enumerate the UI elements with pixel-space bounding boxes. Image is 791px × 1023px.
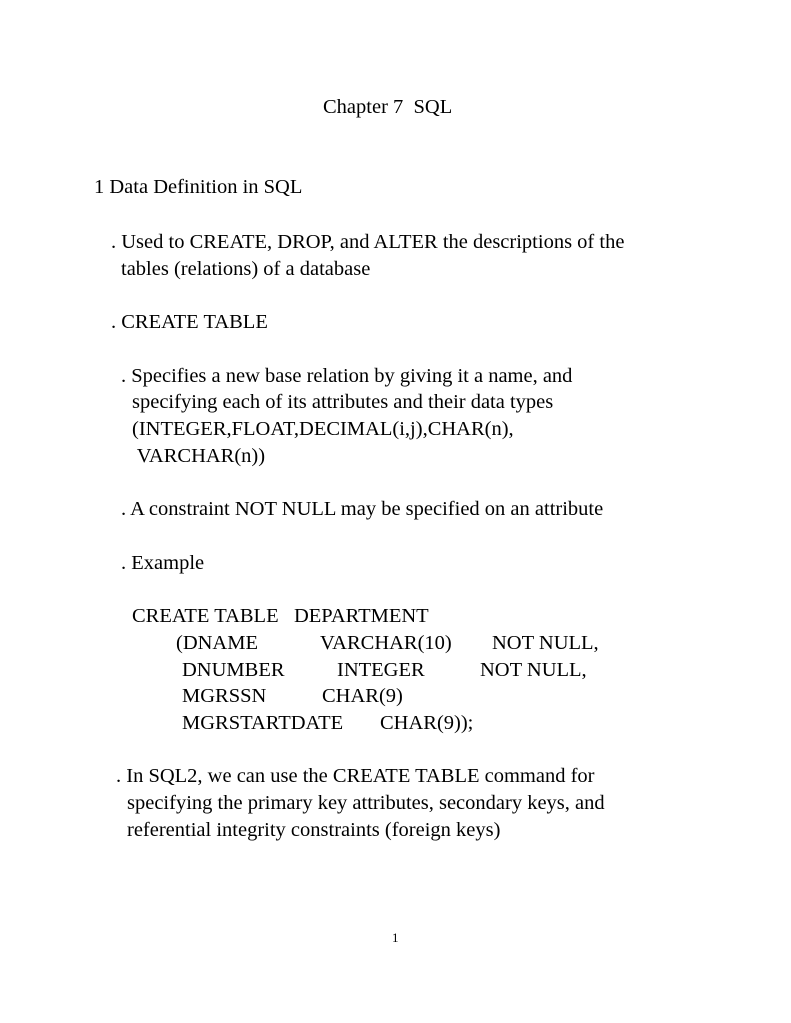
- sql2-bullet-line-1: . In SQL2, we can use the CREATE TABLE command for: [116, 765, 595, 787]
- example-label: . Example: [121, 552, 205, 574]
- intro-bullet-line-1: . Used to CREATE, DROP, and ALTER the descriptions of the: [111, 231, 625, 253]
- constraint-bullet: . A constraint NOT NULL may be specified on an attribute: [121, 498, 604, 520]
- specifies-bullet-line-4: VARCHAR(n)): [132, 445, 266, 467]
- intro-bullet-line-2: tables (relations) of a database: [121, 258, 371, 280]
- code-row-4-name: MGRSTARTDATE: [182, 712, 344, 734]
- specifies-bullet-line-1: . Specifies a new base relation by giving it a name, and: [121, 365, 573, 387]
- code-row-1-constraint: NOT NULL,: [492, 632, 599, 654]
- code-row-3-name: MGRSSN: [182, 685, 267, 707]
- code-row-2-type: INTEGER: [337, 659, 425, 681]
- section-heading: 1 Data Definition in SQL: [94, 176, 303, 198]
- page-number: 1: [392, 930, 399, 945]
- code-row-4-type: CHAR(9));: [380, 712, 474, 734]
- code-row-2-constraint: NOT NULL,: [480, 659, 587, 681]
- code-header: CREATE TABLE DEPARTMENT: [132, 605, 429, 627]
- code-row-2-name: DNUMBER: [182, 659, 285, 681]
- specifies-bullet-line-3: (INTEGER,FLOAT,DECIMAL(i,j),CHAR(n),: [132, 418, 514, 440]
- code-row-1-name: (DNAME: [176, 632, 258, 654]
- specifies-bullet-line-2: specifying each of its attributes and their data types: [132, 391, 554, 413]
- page-title: Chapter 7 SQL: [323, 96, 453, 118]
- code-row-1-type: VARCHAR(10): [320, 632, 452, 654]
- create-table-heading: . CREATE TABLE: [111, 311, 268, 333]
- sql2-bullet-line-3: referential integrity constraints (foreign keys): [127, 819, 501, 841]
- sql2-bullet-line-2: specifying the primary key attributes, secondary keys, and: [127, 792, 605, 814]
- code-row-3-type: CHAR(9): [322, 685, 403, 707]
